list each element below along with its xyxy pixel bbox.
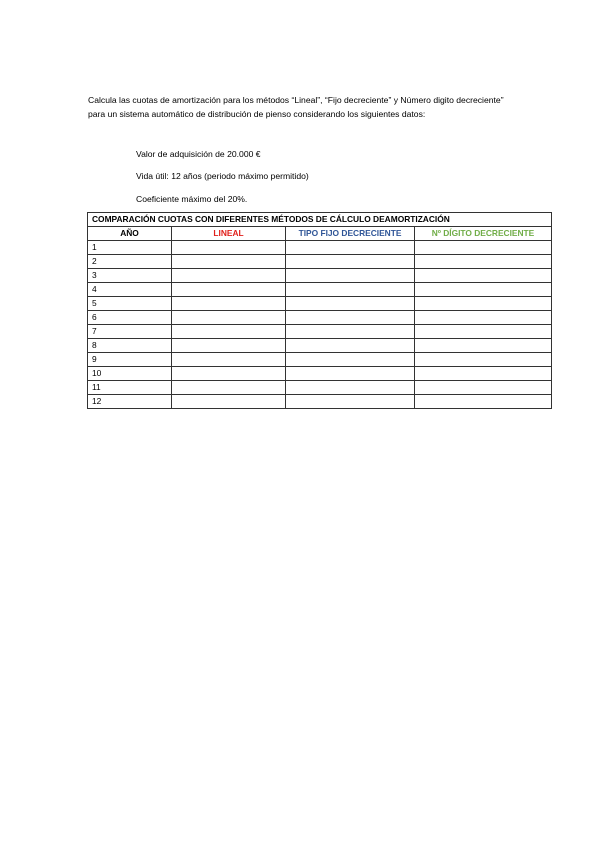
fixed-decreasing-cell[interactable] bbox=[286, 395, 415, 409]
lineal-cell[interactable] bbox=[172, 283, 286, 297]
digit-decreasing-cell[interactable] bbox=[415, 283, 552, 297]
header-lineal: LINEAL bbox=[172, 227, 286, 241]
lineal-cell[interactable] bbox=[172, 381, 286, 395]
digit-decreasing-cell[interactable] bbox=[415, 353, 552, 367]
header-year: AÑO bbox=[88, 227, 172, 241]
year-cell: 4 bbox=[88, 283, 172, 297]
digit-decreasing-cell[interactable] bbox=[415, 297, 552, 311]
year-cell: 3 bbox=[88, 269, 172, 283]
lineal-cell[interactable] bbox=[172, 269, 286, 283]
table-row bbox=[88, 353, 552, 367]
digit-decreasing-cell[interactable] bbox=[415, 241, 552, 255]
fixed-decreasing-cell[interactable] bbox=[286, 325, 415, 339]
table-row bbox=[88, 311, 552, 325]
header-digit-decreasing: Nº DÍGITO DECRECIENTE bbox=[415, 227, 552, 241]
year-cell: 2 bbox=[88, 255, 172, 269]
table-row bbox=[88, 339, 552, 353]
year-cell: 9 bbox=[88, 353, 172, 367]
intro-paragraph: Calcula las cuotas de amortización para los métodos “Lineal”, “Fijo decreciente” y Número digito decreciente” para un sistema automático de distribución de pienso considerando los siguientes datos: bbox=[88, 95, 504, 120]
fixed-decreasing-cell[interactable] bbox=[286, 311, 415, 325]
year-cell: 10 bbox=[88, 367, 172, 381]
header-fixed-decreasing: TIPO FIJO DECRECIENTE bbox=[286, 227, 415, 241]
table-row bbox=[88, 297, 552, 311]
lineal-cell[interactable] bbox=[172, 339, 286, 353]
year-cell: 8 bbox=[88, 339, 172, 353]
comparison-table bbox=[87, 212, 552, 409]
table-title: COMPARACIÓN CUOTAS CON DIFERENTES MÉTODOS DE CÁLCULO DEAMORTIZACIÓN bbox=[88, 213, 552, 227]
table-row bbox=[88, 395, 552, 409]
digit-decreasing-cell[interactable] bbox=[415, 325, 552, 339]
acquisition-value: Valor de adquisición de 20.000 € bbox=[136, 149, 261, 159]
lineal-cell[interactable] bbox=[172, 297, 286, 311]
table-row bbox=[88, 269, 552, 283]
max-coefficient: Coeficiente máximo del 20%. bbox=[136, 194, 248, 204]
table-row bbox=[88, 325, 552, 339]
digit-decreasing-cell[interactable] bbox=[415, 367, 552, 381]
useful-life: Vida útil: 12 años (periodo máximo permitido) bbox=[136, 171, 309, 181]
fixed-decreasing-cell[interactable] bbox=[286, 283, 415, 297]
year-cell: 1 bbox=[88, 241, 172, 255]
year-cell: 7 bbox=[88, 325, 172, 339]
lineal-cell[interactable] bbox=[172, 241, 286, 255]
lineal-cell[interactable] bbox=[172, 255, 286, 269]
digit-decreasing-cell[interactable] bbox=[415, 381, 552, 395]
fixed-decreasing-cell[interactable] bbox=[286, 269, 415, 283]
digit-decreasing-cell[interactable] bbox=[415, 311, 552, 325]
year-cell: 12 bbox=[88, 395, 172, 409]
fixed-decreasing-cell[interactable] bbox=[286, 339, 415, 353]
table-row bbox=[88, 241, 552, 255]
fixed-decreasing-cell[interactable] bbox=[286, 381, 415, 395]
fixed-decreasing-cell[interactable] bbox=[286, 241, 415, 255]
digit-decreasing-cell[interactable] bbox=[415, 339, 552, 353]
year-cell: 6 bbox=[88, 311, 172, 325]
lineal-cell[interactable] bbox=[172, 325, 286, 339]
lineal-cell[interactable] bbox=[172, 353, 286, 367]
year-cell: 11 bbox=[88, 381, 172, 395]
digit-decreasing-cell[interactable] bbox=[415, 269, 552, 283]
lineal-cell[interactable] bbox=[172, 311, 286, 325]
table-row bbox=[88, 381, 552, 395]
table-row bbox=[88, 367, 552, 381]
table-row bbox=[88, 283, 552, 297]
fixed-decreasing-cell[interactable] bbox=[286, 255, 415, 269]
fixed-decreasing-cell[interactable] bbox=[286, 367, 415, 381]
year-cell: 5 bbox=[88, 297, 172, 311]
digit-decreasing-cell[interactable] bbox=[415, 255, 552, 269]
digit-decreasing-cell[interactable] bbox=[415, 395, 552, 409]
header-row bbox=[88, 227, 552, 241]
lineal-cell[interactable] bbox=[172, 395, 286, 409]
fixed-decreasing-cell[interactable] bbox=[286, 297, 415, 311]
lineal-cell[interactable] bbox=[172, 367, 286, 381]
fixed-decreasing-cell[interactable] bbox=[286, 353, 415, 367]
table-row bbox=[88, 255, 552, 269]
